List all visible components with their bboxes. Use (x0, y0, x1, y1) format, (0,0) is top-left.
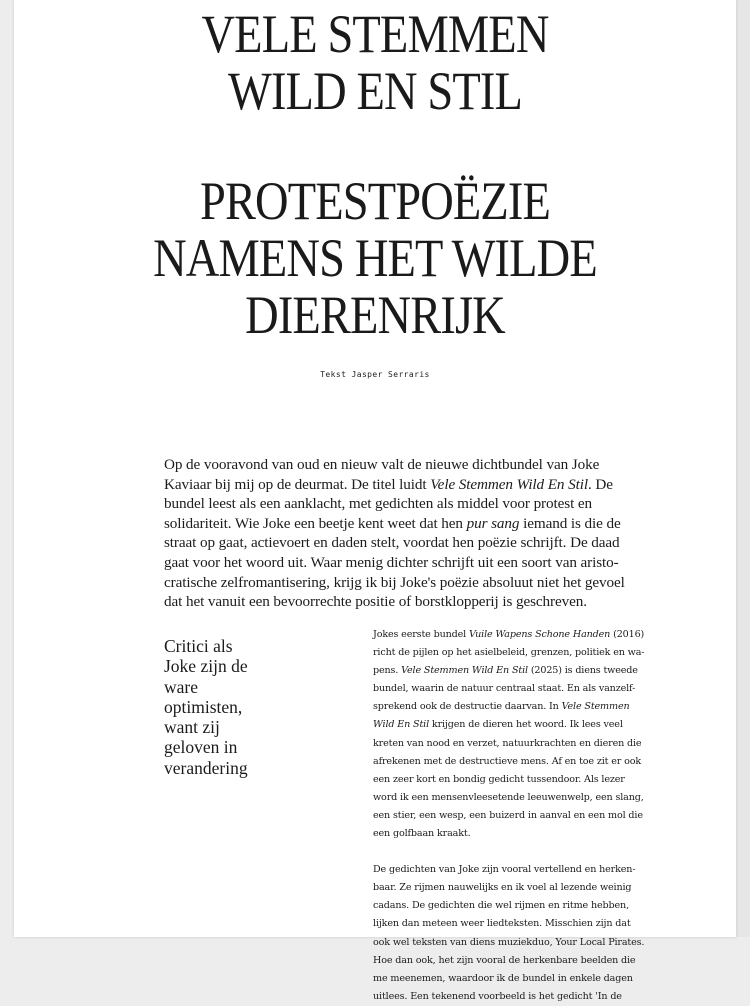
headline-line: PROTESTPOËZIE (199, 171, 551, 231)
column-line: uitlees. Een tekenend voorbeeld is het gedicht 'In de (373, 990, 622, 1002)
text-segment: (2016) (610, 629, 645, 640)
headline-subtitle (65, 173, 686, 344)
intro-line: Op de vooravond van oud en nieuw valt de nieuwe dichtbundel van Joke (164, 456, 600, 473)
column-line (373, 716, 701, 734)
italic-title: Vele Stemmen (561, 701, 630, 713)
column-line: kreten van nood en verzet, natuurkrachten en dieren die (373, 737, 642, 749)
headline-line: DIERENRIJK (245, 285, 505, 345)
intro-line: dat het vanuit een bevoorrechte positie of borstklopperij is geschreven. (164, 593, 587, 611)
intro-line: gaat voor het woord uit. Waar menig dichter schrijft uit een soort van aristo- (164, 553, 619, 571)
italic-title: Vele Stemmen Wild En Stil (430, 475, 588, 493)
column-line: een zeer kort en bondig gedicht tussendoor. Als lezer (373, 773, 625, 785)
quote-line: ware (164, 676, 199, 697)
intro-line: cratische zelfromantisering, krijg ik bij Joke's poëzie absoluut niet het gevoel (164, 573, 625, 591)
text-segment: krijgen de dieren het woord. Ik lees veel (429, 719, 623, 731)
text-segment: Jokes eerste bundel (373, 629, 469, 640)
column-line: word ik een mensenvleesetende leeuwenwelp, een slang, (373, 791, 644, 803)
italic-title: Wild En Stil (373, 719, 430, 731)
headline-line: NAMENS HET WILDE (153, 228, 597, 288)
italic-title: pur sang (466, 514, 520, 532)
text-segment: pens. (373, 665, 402, 677)
intro-line: bundel leest als een aanklacht, met gedichten als middel voor protest en (164, 495, 593, 513)
headline-title (65, 6, 686, 120)
column-line: Hoe dan ook, het zijn vooral de herkenbare beelden die (373, 954, 636, 966)
intro-paragraph (164, 455, 699, 612)
column-line: afrekenen met de destructieve mens. Af en toe zit er ook (373, 755, 642, 767)
quote-line: geloven in (164, 737, 238, 758)
paragraph-gap (373, 843, 701, 861)
column-line: een stier, een wesp, een buizerd in aanval en een mol die (373, 809, 643, 821)
text-segment: sprekend ook de destructie daarvan. In (373, 701, 562, 713)
pull-quote (164, 636, 314, 778)
byline: Tekst Jasper Serraris (320, 370, 430, 379)
column-line: richt de pijlen op het asielbeleid, grenzen, politiek en wa- (373, 647, 645, 659)
magazine-page (14, 0, 736, 1002)
column-line: bundel, waarin de natuur centraal staat. En als vanzelf- (373, 683, 636, 695)
column-line: lijken dan meteen weer liedteksten. Misschien zijn dat (373, 918, 631, 930)
page-edge (736, 0, 750, 937)
quote-line: want zij (164, 717, 220, 738)
intro-line: straat op gaat, actievoert en daden stelt, voordat hen poëzie schrijft. De daad (164, 534, 620, 552)
column-line: baar. Ze rijmen nauwelijks en ik voel al lezende weinig (373, 882, 632, 894)
text-segment: Kaviaar bij mij op de deurmat. De titel luidt (164, 475, 431, 493)
column-line (373, 626, 701, 644)
column-line: een golfbaan kraakt. (373, 828, 471, 840)
headline-line: WILD EN STIL (227, 61, 523, 121)
italic-title: Vele Stemmen Wild En Stil (401, 665, 528, 677)
quote-line: optimisten, (164, 696, 243, 717)
intro-line (164, 475, 699, 495)
text-segment: . De (587, 475, 613, 493)
headline-line: VELE STEMMEN (201, 4, 549, 64)
column-line: De gedichten van Joke zijn vooral vertellend en herken- (373, 864, 636, 876)
body-column (373, 626, 701, 1006)
column-line: cadans. De gedichten die wel rijmen en ritme hebben, (373, 900, 629, 912)
text-segment: solidariteit. Wie Joke een beetje kent weet dat hen (164, 514, 467, 532)
italic-title: Vuile Wapens Schone Handen (468, 629, 611, 640)
intro-line (164, 514, 699, 534)
column-line: ook wel teksten van diens muziekduo, Your Local Pirates. (373, 936, 645, 948)
column-line: me meenemen, waardoor ik de bundel in enkele dagen (373, 972, 633, 984)
quote-line: Critici als (164, 636, 233, 656)
quote-line: Joke zijn de (164, 656, 248, 677)
column-line (373, 662, 701, 680)
column-line (373, 698, 701, 716)
quote-line: verandering (164, 757, 248, 778)
text-segment: iemand is die de (519, 514, 621, 532)
text-segment: (2025) is diens tweede (527, 665, 638, 677)
